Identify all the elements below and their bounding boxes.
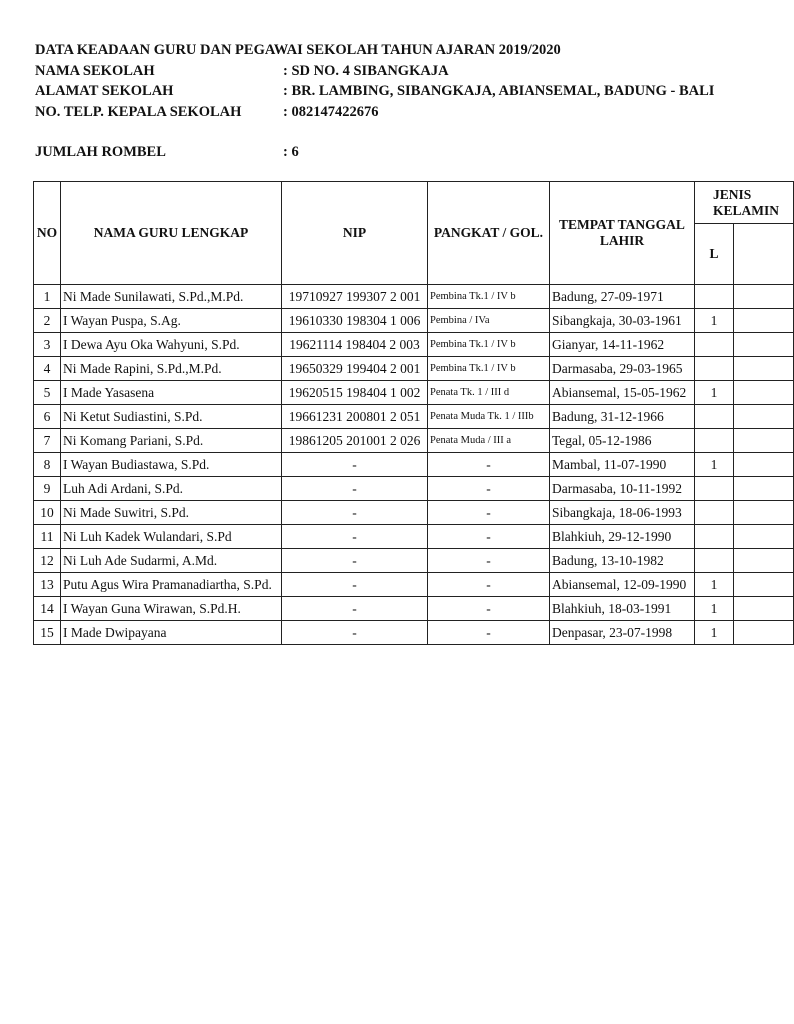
row-name-cell: I Wayan Budiastawa, S.Pd. xyxy=(61,453,282,477)
teacher-table-container xyxy=(33,181,780,645)
row-no-cell: 11 xyxy=(34,525,61,549)
row-gender-l-cell xyxy=(695,405,734,429)
row-gender-l-cell: 1 xyxy=(695,573,734,597)
row-gender-l-cell xyxy=(695,285,734,309)
table-row xyxy=(34,597,794,621)
row-no-cell: 10 xyxy=(34,501,61,525)
row-nip-cell: 19661231 200801 2 051 xyxy=(282,405,428,429)
row-gender-p-cell xyxy=(734,453,794,477)
row-nip-cell: - xyxy=(282,573,428,597)
table-row xyxy=(34,621,794,645)
row-no-cell: 14 xyxy=(34,597,61,621)
header-p xyxy=(734,224,794,285)
header-no: NO xyxy=(34,182,61,285)
document-header xyxy=(35,40,768,163)
row-gender-p-cell xyxy=(734,501,794,525)
row-birth-cell: Abiansemal, 15-05-1962 xyxy=(550,381,695,405)
row-gender-l-cell: 1 xyxy=(695,381,734,405)
table-row xyxy=(34,453,794,477)
document-title: DATA KEADAAN GURU DAN PEGAWAI SEKOLAH TAHUN AJARAN 2019/2020 xyxy=(35,42,561,58)
row-birth-cell: Gianyar, 14-11-1962 xyxy=(550,333,695,357)
row-nip-cell: 19650329 199404 2 001 xyxy=(282,357,428,381)
table-row xyxy=(34,573,794,597)
row-gender-p-cell xyxy=(734,309,794,333)
school-name-line xyxy=(35,61,768,82)
row-nip-cell: - xyxy=(282,549,428,573)
rombel-value: : 6 xyxy=(283,144,299,160)
row-birth-cell: Abiansemal, 12-09-1990 xyxy=(550,573,695,597)
row-name-cell: Luh Adi Ardani, S.Pd. xyxy=(61,477,282,501)
principal-phone-label: NO. TELP. KEPALA SEKOLAH xyxy=(35,103,242,120)
row-gender-l-cell xyxy=(695,525,734,549)
row-nip-cell: - xyxy=(282,477,428,501)
table-row xyxy=(34,477,794,501)
row-gender-l-cell: 1 xyxy=(695,453,734,477)
row-name-cell: I Made Yasasena xyxy=(61,381,282,405)
row-gender-p-cell xyxy=(734,381,794,405)
table-row xyxy=(34,381,794,405)
table-row xyxy=(34,309,794,333)
row-name-cell: Ni Luh Kadek Wulandari, S.Pd xyxy=(61,525,282,549)
table-row xyxy=(34,333,794,357)
row-nip-cell: 19710927 199307 2 001 xyxy=(282,285,428,309)
row-name-cell: Ni Luh Ade Sudarmi, A.Md. xyxy=(61,549,282,573)
table-row xyxy=(34,285,794,309)
school-name-value: : SD NO. 4 SIBANGKAJA xyxy=(283,62,449,79)
row-nip-cell: 19621114 198404 2 003 xyxy=(282,333,428,357)
row-rank-cell: Penata Muda Tk. 1 / IIIb xyxy=(428,405,550,429)
row-gender-p-cell xyxy=(734,573,794,597)
row-rank-cell: - xyxy=(428,597,550,621)
row-rank-cell: - xyxy=(428,525,550,549)
school-address-value: : BR. LAMBING, SIBANGKAJA, ABIANSEMAL, BADUNG - BALI xyxy=(283,83,715,99)
row-nip-cell: 19610330 198304 1 006 xyxy=(282,309,428,333)
row-name-cell: Putu Agus Wira Pramanadiartha, S.Pd. xyxy=(61,573,282,597)
row-birth-cell: Sibangkaja, 30-03-1961 xyxy=(550,309,695,333)
row-gender-p-cell xyxy=(734,477,794,501)
row-birth-cell: Darmasaba, 10-11-1992 xyxy=(550,477,695,501)
row-birth-cell: Mambal, 11-07-1990 xyxy=(550,453,695,477)
teacher-table xyxy=(33,181,794,645)
row-birth-cell: Darmasaba, 29-03-1965 xyxy=(550,357,695,381)
row-no-cell: 15 xyxy=(34,621,61,645)
header-l: L xyxy=(695,224,734,285)
row-name-cell: I Dewa Ayu Oka Wahyuni, S.Pd. xyxy=(61,333,282,357)
school-name-label: NAMA SEKOLAH xyxy=(35,62,155,79)
header-jenis-kelamin: JENIS KELAMIN xyxy=(695,182,794,224)
row-no-cell: 3 xyxy=(34,333,61,357)
principal-phone-value: : 082147422676 xyxy=(283,103,379,120)
row-birth-cell: Badung, 13-10-1982 xyxy=(550,549,695,573)
row-gender-l-cell xyxy=(695,549,734,573)
row-rank-cell: Pembina Tk.1 / IV b xyxy=(428,333,550,357)
school-address-line xyxy=(35,81,768,102)
row-no-cell: 1 xyxy=(34,285,61,309)
row-rank-cell: - xyxy=(428,477,550,501)
table-row xyxy=(34,501,794,525)
row-no-cell: 9 xyxy=(34,477,61,501)
header-ttl: TEMPAT TANGGAL LAHIR xyxy=(550,182,695,285)
row-name-cell: Ni Made Sunilawati, S.Pd.,M.Pd. xyxy=(61,285,282,309)
row-gender-l-cell: 1 xyxy=(695,309,734,333)
row-no-cell: 5 xyxy=(34,381,61,405)
row-birth-cell: Sibangkaja, 18-06-1993 xyxy=(550,501,695,525)
header-pangkat: PANGKAT / GOL. xyxy=(428,182,550,285)
row-gender-p-cell xyxy=(734,405,794,429)
row-name-cell: Ni Komang Pariani, S.Pd. xyxy=(61,429,282,453)
row-gender-l-cell xyxy=(695,357,734,381)
row-nip-cell: - xyxy=(282,453,428,477)
row-no-cell: 13 xyxy=(34,573,61,597)
row-rank-cell: - xyxy=(428,549,550,573)
row-name-cell: Ni Ketut Sudiastini, S.Pd. xyxy=(61,405,282,429)
row-name-cell: I Wayan Puspa, S.Ag. xyxy=(61,309,282,333)
row-nip-cell: 19861205 201001 2 026 xyxy=(282,429,428,453)
row-nip-cell: - xyxy=(282,621,428,645)
row-rank-cell: - xyxy=(428,621,550,645)
row-name-cell: I Wayan Guna Wirawan, S.Pd.H. xyxy=(61,597,282,621)
row-rank-cell: - xyxy=(428,573,550,597)
rombel-label: JUMLAH ROMBEL xyxy=(35,144,166,160)
row-birth-cell: Blahkiuh, 29-12-1990 xyxy=(550,525,695,549)
row-rank-cell: Pembina Tk.1 / IV b xyxy=(428,357,550,381)
table-row xyxy=(34,549,794,573)
row-no-cell: 4 xyxy=(34,357,61,381)
row-gender-p-cell xyxy=(734,285,794,309)
row-gender-p-cell xyxy=(734,549,794,573)
row-gender-p-cell xyxy=(734,621,794,645)
row-gender-l-cell: 1 xyxy=(695,621,734,645)
row-gender-p-cell xyxy=(734,597,794,621)
row-gender-l-cell xyxy=(695,477,734,501)
row-birth-cell: Tegal, 05-12-1986 xyxy=(550,429,695,453)
table-row xyxy=(34,429,794,453)
row-birth-cell: Badung, 31-12-1966 xyxy=(550,405,695,429)
row-gender-l-cell xyxy=(695,333,734,357)
row-rank-cell: - xyxy=(428,453,550,477)
row-gender-p-cell xyxy=(734,333,794,357)
table-row xyxy=(34,405,794,429)
row-no-cell: 2 xyxy=(34,309,61,333)
row-rank-cell: - xyxy=(428,501,550,525)
row-birth-cell: Blahkiuh, 18-03-1991 xyxy=(550,597,695,621)
row-name-cell: I Made Dwipayana xyxy=(61,621,282,645)
row-no-cell: 7 xyxy=(34,429,61,453)
rombel-line xyxy=(35,142,768,163)
principal-phone-line xyxy=(35,102,768,123)
row-no-cell: 8 xyxy=(34,453,61,477)
table-row xyxy=(34,525,794,549)
row-nip-cell: 19620515 198404 1 002 xyxy=(282,381,428,405)
row-rank-cell: Pembina / IVa xyxy=(428,309,550,333)
row-gender-p-cell xyxy=(734,357,794,381)
row-no-cell: 6 xyxy=(34,405,61,429)
row-birth-cell: Badung, 27-09-1971 xyxy=(550,285,695,309)
row-nip-cell: - xyxy=(282,525,428,549)
row-birth-cell: Denpasar, 23-07-1998 xyxy=(550,621,695,645)
row-gender-l-cell xyxy=(695,501,734,525)
row-gender-p-cell xyxy=(734,525,794,549)
row-no-cell: 12 xyxy=(34,549,61,573)
row-gender-l-cell xyxy=(695,429,734,453)
row-gender-l-cell: 1 xyxy=(695,597,734,621)
table-row xyxy=(34,357,794,381)
row-gender-p-cell xyxy=(734,429,794,453)
header-nip: NIP xyxy=(282,182,428,285)
school-address-label: ALAMAT SEKOLAH xyxy=(35,83,174,99)
row-rank-cell: Penata Muda / III a xyxy=(428,429,550,453)
row-rank-cell: Penata Tk. 1 / III d xyxy=(428,381,550,405)
row-name-cell: Ni Made Rapini, S.Pd.,M.Pd. xyxy=(61,357,282,381)
row-nip-cell: - xyxy=(282,597,428,621)
row-rank-cell: Pembina Tk.1 / IV b xyxy=(428,285,550,309)
header-nama: NAMA GURU LENGKAP xyxy=(61,182,282,285)
row-nip-cell: - xyxy=(282,501,428,525)
row-name-cell: Ni Made Suwitri, S.Pd. xyxy=(61,501,282,525)
